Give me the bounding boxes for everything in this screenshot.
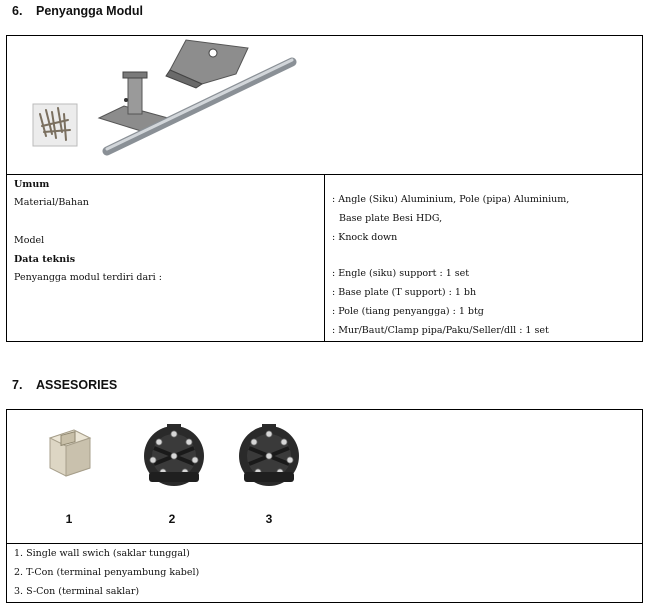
accessory-label-3: 3 — [265, 512, 273, 526]
model-label: Model — [14, 235, 45, 246]
accessory-label-1: 1 — [65, 512, 73, 526]
s-con-icon — [236, 422, 302, 488]
component-4: : Mur/Baut/Clamp pipa/Paku/Seller/dll : 1 set — [332, 325, 549, 336]
section-6-number: 6. — [12, 4, 23, 18]
component-2: : Base plate (T support) : 1 bh — [332, 287, 477, 298]
section-7-title: ASSESORIES — [36, 378, 118, 392]
accessory-label-2: 2 — [168, 512, 176, 526]
component-1: : Engle (siku) support : 1 set — [332, 268, 470, 279]
accessory-item-2: 2. T-Con (terminal penyambung kabel) — [14, 567, 200, 578]
material-label: Material/Bahan — [14, 197, 89, 208]
section-6-title: Penyangga Modul — [36, 4, 143, 18]
accessory-item-1: 1. Single wall swich (saklar tunggal) — [14, 548, 190, 559]
t-con-icon — [141, 422, 207, 488]
wall-switch-icon — [44, 426, 96, 478]
angle-support-icon — [166, 40, 248, 88]
mounting-hardware-image — [6, 36, 643, 174]
umum-label: Umum — [14, 179, 50, 190]
section-7-number: 7. — [12, 378, 23, 392]
component-3: : Pole (tiang penyangga) : 1 btg — [332, 306, 484, 317]
screw-bag-icon — [33, 104, 77, 146]
mounting-table-column-divider — [324, 174, 325, 342]
material-value-line-2: Base plate Besi HDG, — [339, 213, 443, 224]
section-6-heading — [12, 4, 143, 18]
section-7-heading — [12, 378, 117, 392]
material-value-line-1: : Angle (Siku) Aluminium, Pole (pipa) Aluminium, — [332, 194, 570, 205]
model-value: : Knock down — [332, 232, 398, 243]
data-teknis-label: Data teknis — [14, 254, 76, 265]
accessory-item-3: 3. S-Con (terminal saklar) — [14, 586, 140, 597]
accessories-table-divider — [6, 543, 643, 544]
components-label: Penyangga modul terdiri dari : — [14, 272, 162, 283]
